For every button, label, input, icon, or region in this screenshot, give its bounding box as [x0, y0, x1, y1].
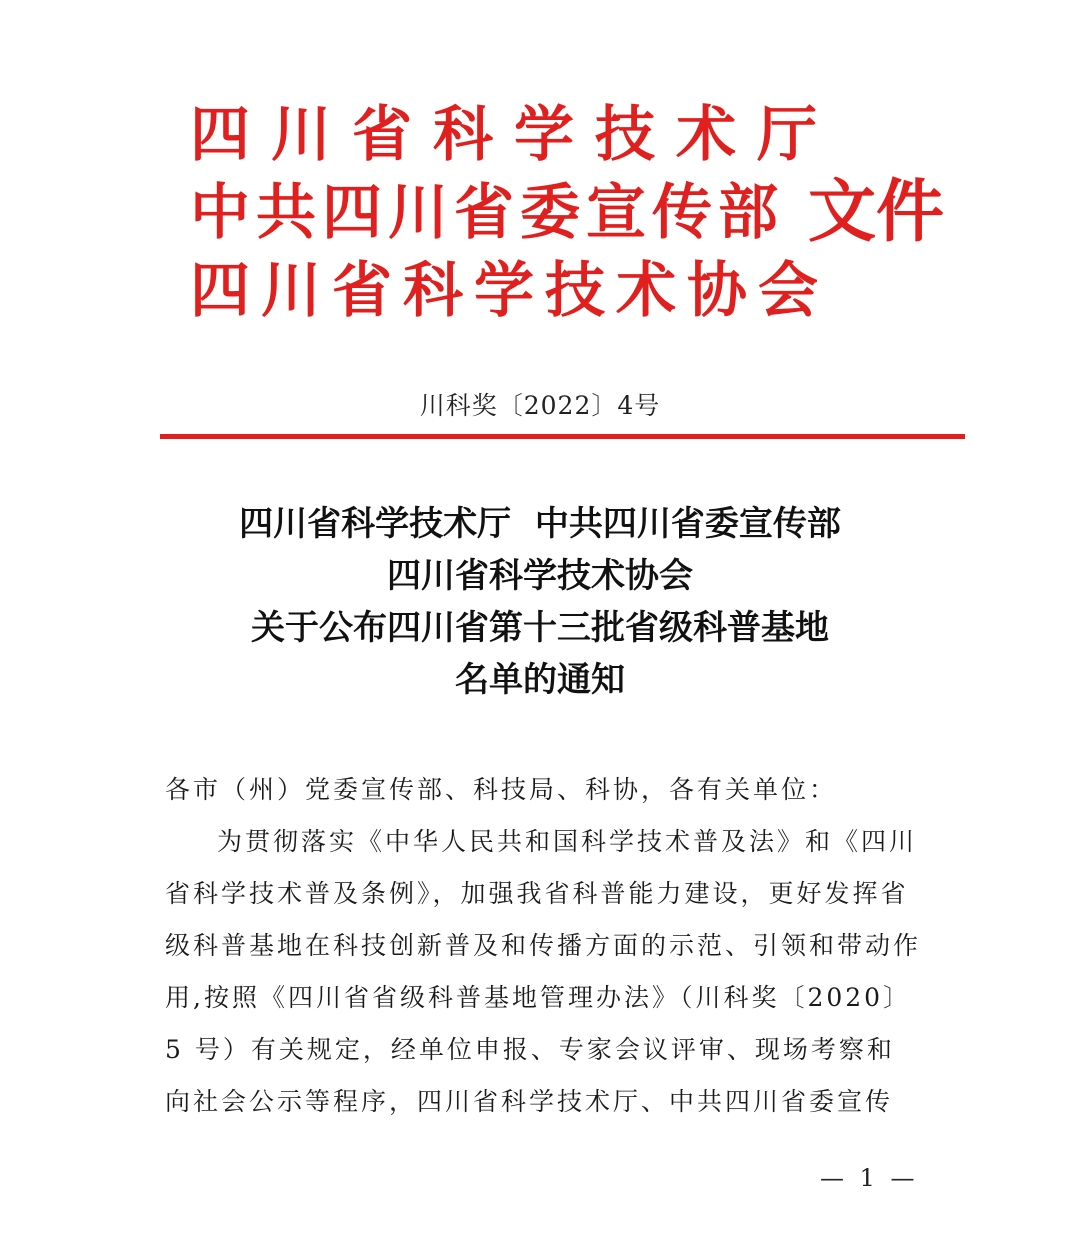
- document-number: 川科奖〔2022〕4号: [419, 391, 661, 420]
- red-divider: [160, 434, 965, 439]
- paragraph-line: 5 号）有关规定，经单位申报、专家会议评审、现场考察和: [165, 1035, 895, 1064]
- paragraph-line: 为贯彻落实《中华人民共和国科学技术普及法》和《四川: [217, 827, 918, 856]
- title-line: 名单的通知: [455, 660, 625, 700]
- issuer-name: 四川省科学技术协会: [190, 256, 829, 326]
- issuer-line: [190, 96, 970, 174]
- document-header: [190, 96, 970, 330]
- issuer-line: [190, 252, 970, 330]
- title-line: 关于公布四川省第十三批省级科普基地: [251, 608, 829, 648]
- issuer-line: [190, 174, 970, 252]
- document-body: [165, 764, 925, 1128]
- salutation: 各市（州）党委宣传部、科技局、科协，各有关单位：: [165, 775, 838, 804]
- paragraph-line: 用,按照《四川省省级科普基地管理办法》（川科奖〔2020〕: [165, 983, 912, 1012]
- paragraph-line: 向社会公示等程序，四川省科学技术厅、中共四川省委宣传: [165, 1087, 894, 1116]
- document-title: [0, 498, 1080, 706]
- issuer-name: 四川省科学技术厅: [190, 100, 838, 170]
- paragraph-line: 级科普基地在科技创新普及和传播方面的示范、引领和带动作: [165, 931, 922, 960]
- issuer-name: 中共四川省委宣传部: [190, 178, 784, 248]
- paragraph-line: 省科学技术普及条例》，加强我省科普能力建设，更好发挥省: [165, 879, 909, 908]
- title-line: 四川省科学技术厅 中共四川省委宣传部: [239, 504, 841, 544]
- document-suffix: 文件: [808, 173, 945, 252]
- title-line: 四川省科学技术协会: [387, 556, 693, 596]
- page-number: — 1 —: [820, 1164, 919, 1192]
